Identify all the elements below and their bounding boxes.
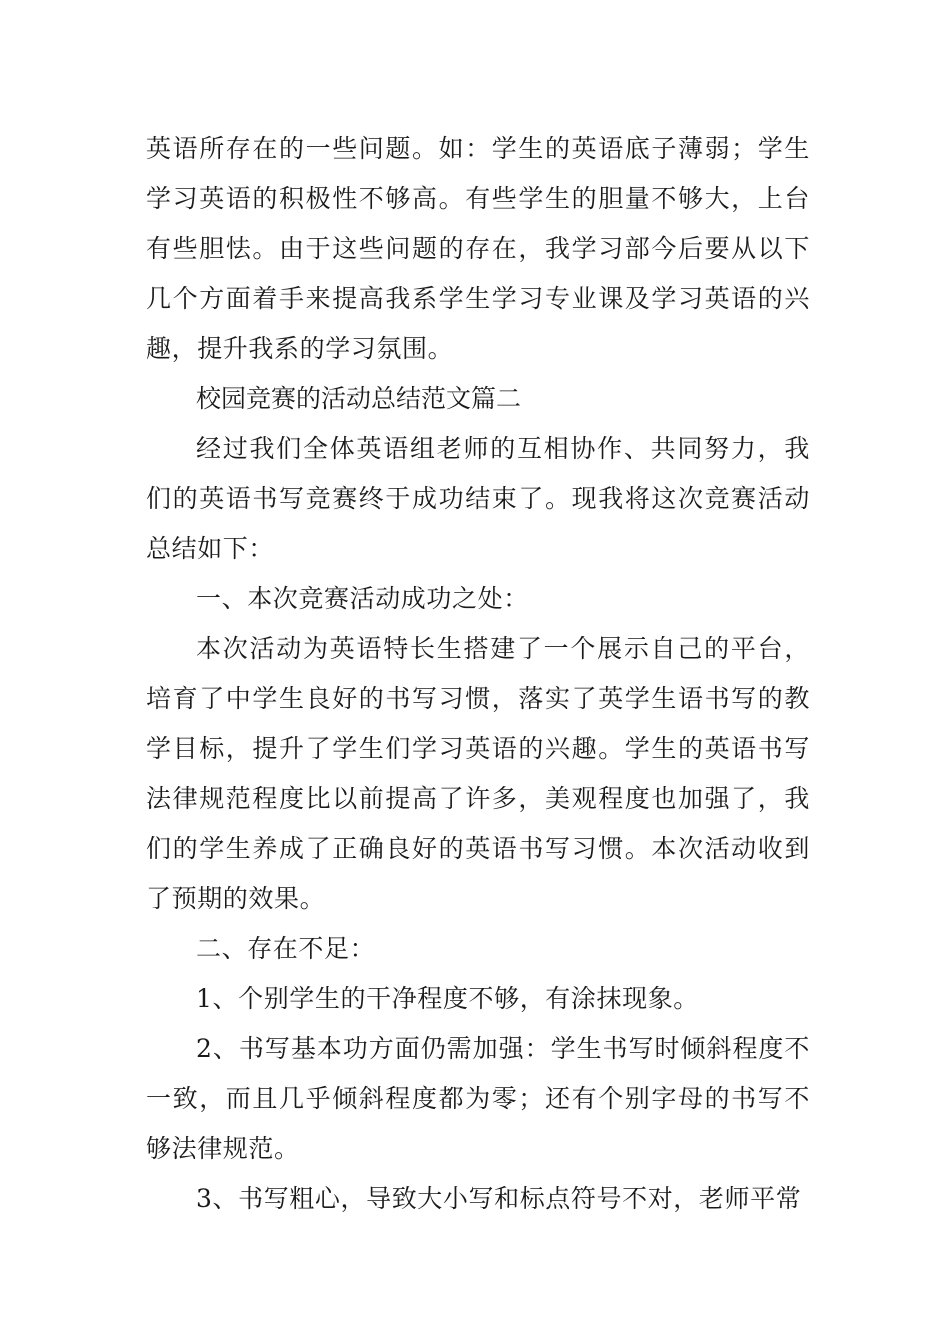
paragraph-successes: 本次活动为英语特长生搭建了一个展示自己的平台，培育了中学生良好的书写习惯，落实了英学生语书写的教学目标，提升了学生们学习英语的兴趣。学生的英语书写法律规范程度比以前提高了许多，美观程度也加强了，我们的学生养成了正确良好的英语书写习惯。本次活动收到了预期的效果。 [146, 634, 810, 913]
section-title: 校园竞赛的活动总结范文篇二 [196, 384, 522, 413]
list-item-1: 1、个别学生的干净程度不够，有涂抹现象。 [196, 984, 699, 1013]
document-body [146, 124, 810, 1224]
list-item-3: 3、书写粗心，导致大小写和标点符号不对，老师平常 [196, 1184, 802, 1213]
paragraph-intro: 经过我们全体英语组老师的互相协作、共同努力，我们的英语书写竞赛终于成功结束了。现我将这次竞赛活动总结如下： [146, 434, 810, 563]
list-item-2: 2、书写基本功方面仍需加强：学生书写时倾斜程度不一致，而且几乎倾斜程度都为零；还有个别字母的书写不够法律规范。 [146, 1034, 810, 1163]
paragraph-continuation: 英语所存在的一些问题。如：学生的英语底子薄弱；学生学习英语的积极性不够高。有些学生的胆量不够大，上台有些胆怯。由于这些问题的存在，我学习部今后要从以下几个方面着手来提高我系学生学习专业课及学习英语的兴趣，提升我系的学习氛围。 [146, 134, 810, 363]
subheading-shortcomings: 二、存在不足： [196, 934, 376, 963]
subheading-successes: 一、本次竞赛活动成功之处： [196, 584, 529, 613]
